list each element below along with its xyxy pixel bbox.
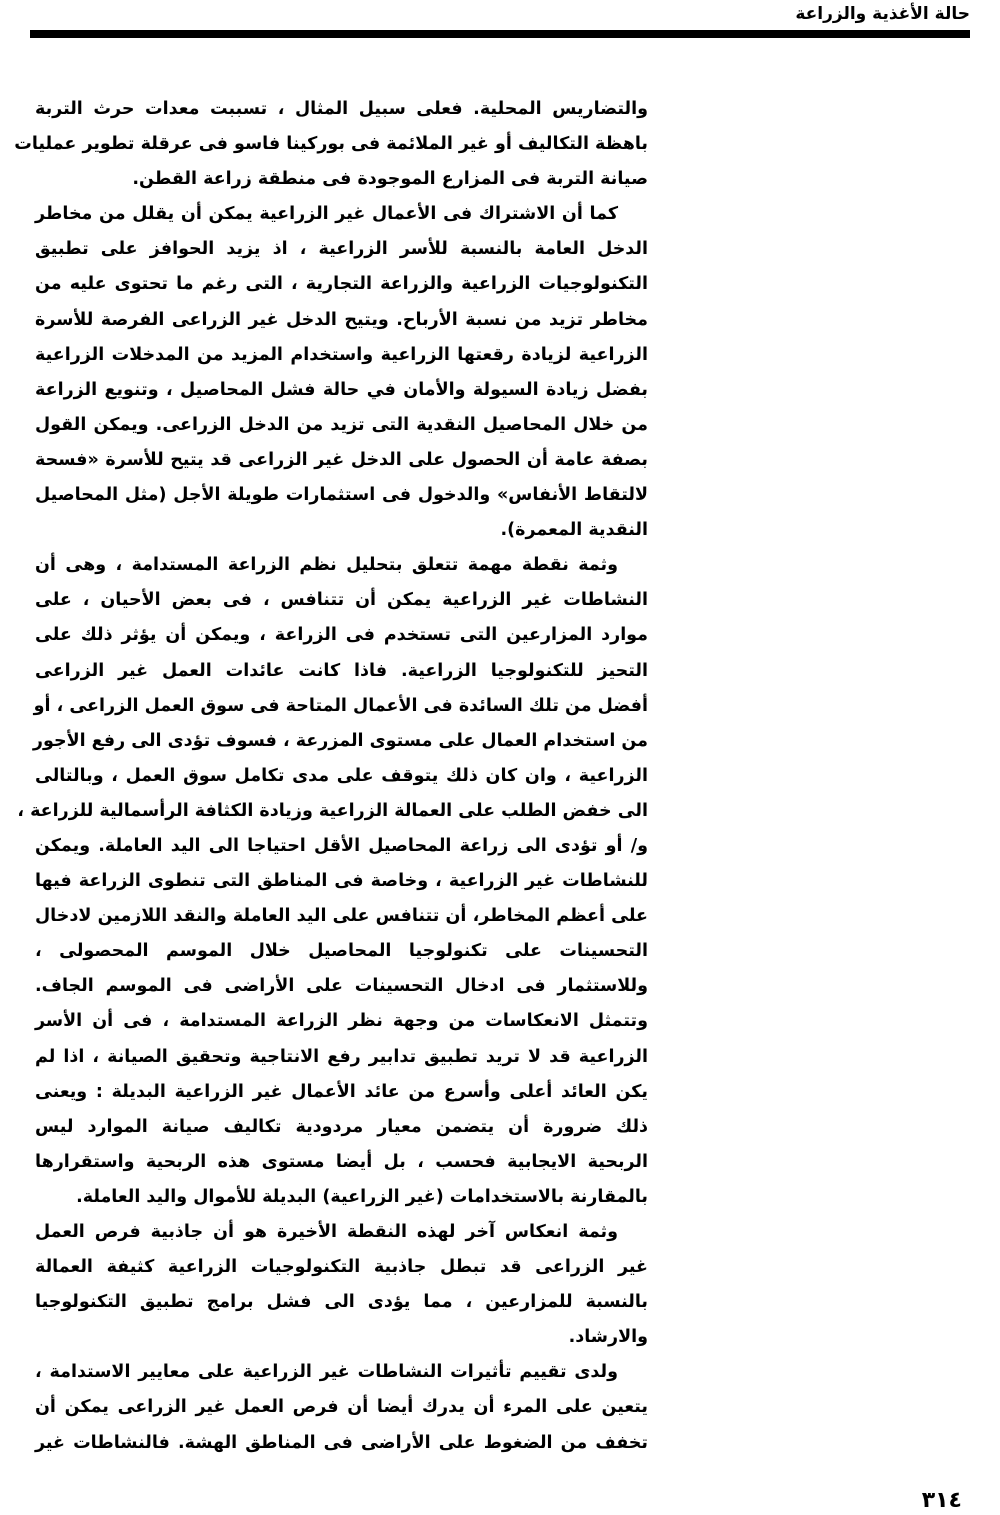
text-line: الزراعية لزيادة رقعتها الزراعية واستخدام المزيد من المدخلات الزراعية: [35, 344, 648, 365]
text-line: غير الزراعى قد تبطل جاذبية التكنولوجيات الزراعية كثيفة العمالة: [35, 1257, 648, 1278]
text-line: الربحية الايجابية فحسب ، بل أيضا مستوى هذه الربحية واستقرارها: [35, 1151, 648, 1172]
text-line: بالنسبة للمزارعين ، مما يؤدى الى فشل برامج تطبيق التكنولوجيا: [35, 1292, 648, 1313]
text-line: يكن العائد أعلى وأسرع من عائد الأعمال غير الزراعية البديلة : ويعنى: [35, 1081, 648, 1102]
text-line: صيانة التربة فى المزارع الموجودة فى منطقة زراعة القطن.: [132, 169, 648, 190]
text-line: بالمقارنة بالاستخدامات (غير الزراعية) البديلة للأموال واليد العاملة.: [76, 1186, 648, 1207]
text-line: أفضل من تلك السائدة فى الأعمال المتاحة فى سوق العمل الزراعى ، أو: [33, 695, 648, 716]
text-line: على أعظم المخاطر، أن تتنافس على اليد العاملة والنقد اللازمين لادخال: [35, 906, 648, 927]
text-line: النشاطات غير الزراعية يمكن أن تتنافس ، فى بعض الأحيان ، على: [35, 590, 648, 611]
text-line: للنشاطات غير الزراعية ، وخاصة فى المناطق التى تنطوى الزراعة فيها: [35, 871, 648, 892]
text-line: من خلال المحاصيل النقدية التى تزيد من الدخل الزراعى. ويمكن القول: [35, 414, 648, 435]
paragraph: [35, 1355, 648, 1460]
body-text: [14, 92, 648, 1461]
text-line: وثمة انعكاس آخر لهذه النقطة الأخيرة هو أن جاذبية فرص العمل: [35, 1222, 618, 1242]
header-rule: [30, 30, 970, 38]
text-line: وثمة نقطة مهمة تتعلق بتحليل نظم الزراعة المستدامة ، وهى أن: [35, 555, 618, 576]
running-title: حالة الأغذية والزراعة: [795, 4, 970, 24]
text-line: مخاطر تزيد من نسبة الأرباح. ويتيح الدخل غير الزراعى الفرصة للأسرة: [35, 309, 648, 330]
paragraph: [35, 197, 648, 548]
text-line: بفضل زيادة السيولة والأمان في حالة فشل المحاصيل ، وتنويع الزراعة: [35, 379, 648, 400]
text-line: لالتقاط الأنفاس» والدخول فى استثمارات طويلة الأجل (مثل المحاصيل: [35, 485, 648, 506]
text-line: والتضاريس المحلية. فعلى سبيل المثال ، تسببت معدات حرث التربة: [35, 99, 648, 119]
text-line: بصفة عامة أن الحصول على الدخل غير الزراعى قد يتيح للأسرة «فسحة: [35, 449, 648, 470]
text-line: الزراعية قد لا تريد تطبيق تدابير رفع الانتاجية وتحقيق الصيانة ، اذا لم: [35, 1046, 648, 1067]
text-line: كما أن الاشتراك فى الأعمال غير الزراعية يمكن أن يقلل من مخاطر: [35, 204, 618, 225]
text-line: النقدية المعمرة).: [500, 520, 648, 541]
text-line: باهظة التكاليف أو غير الملائمة فى بوركينا فاسو فى عرقلة تطوير عمليات: [14, 134, 648, 155]
paragraph: [17, 548, 648, 1215]
text-line: من استخدام العمال على مستوى المزرعة ، فسوف تؤدى الى رفع الأجور: [32, 730, 648, 751]
text-line: الدخل العامة بالنسبة للأسر الزراعية ، اذ يزيد الحوافز على تطبيق: [35, 239, 648, 260]
text-line: و/ أو تؤدى الى زراعة المحاصيل الأقل احتياجا الى اليد العاملة. ويمكن: [35, 835, 648, 856]
paragraph: [35, 1215, 648, 1355]
text-line: تخفف من الضغوط على الأراضى فى المناطق الهشة. فالنشاطات غير: [35, 1432, 648, 1453]
text-line: والارشاد.: [568, 1327, 648, 1348]
text-line: الزراعية ، وان كان ذلك يتوقف على مدى تكامل سوق العمل ، وبالتالى: [35, 765, 648, 786]
text-line: ولدى تقييم تأثيرات النشاطات غير الزراعية على معايير الاستدامة ،: [35, 1362, 618, 1383]
text-line: التحسينات على تكنولوجيا المحاصيل خلال الموسم المحصولى ،: [35, 941, 648, 962]
paragraph: [14, 92, 648, 197]
text-line: ذلك ضرورة أن يتضمن معيار مردودية تكاليف صيانة الموارد ليس: [35, 1116, 648, 1137]
text-line: الى خفض الطلب على العمالة الزراعية وزيادة الكثافة الرأسمالية للزراعة ،: [17, 800, 648, 821]
text-line: وللاستثمار فى ادخال التحسينات على الأراضى فى الموسم الجاف.: [35, 976, 648, 997]
page-number: ٣١٤: [921, 1488, 962, 1513]
text-line: موارد المزارعين التى تستخدم فى الزراعة ، ويمكن أن يؤثر ذلك على: [35, 625, 648, 646]
text-line: يتعين على المرء أن يدرك أيضا أن فرص العمل غير الزراعى يمكن أن: [35, 1397, 648, 1418]
text-line: التكنولوجيات الزراعية والزراعة التجارية ، التى رغم ما تحتوى عليه من: [35, 274, 648, 295]
text-line: وتتمثل الانعكاسات من وجهة نظر الزراعة المستدامة ، فى أن الأسر: [35, 1011, 648, 1032]
text-line: التحيز للتكنولوجيا الزراعية. فاذا كانت عائدات العمل غير الزراعى: [35, 660, 648, 681]
